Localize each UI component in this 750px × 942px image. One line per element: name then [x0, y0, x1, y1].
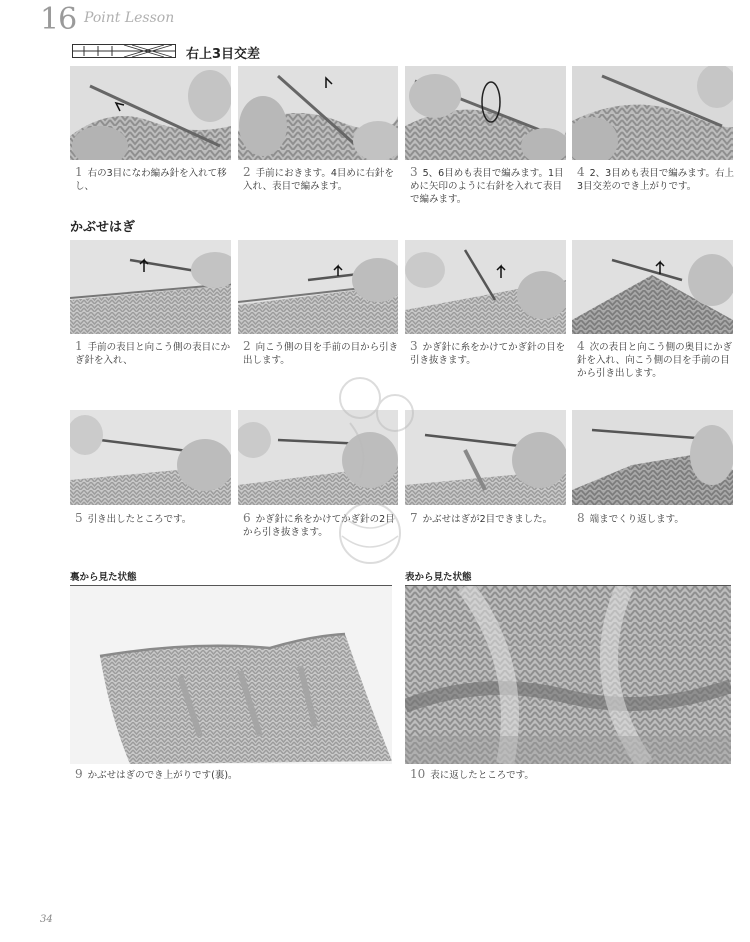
caption-text: 次の表目と向こう側の奥目にかぎ針を入れ、向こう側の目を手前の目から引き出します。: [577, 342, 733, 379]
cable-chart-symbol: [72, 44, 176, 58]
caption-number: 4: [577, 165, 585, 179]
photo-cable-step-1: [70, 66, 231, 160]
caption-text: かぎ針に糸をかけてかぎ針の2目から引き抜きます。: [243, 514, 395, 538]
photo-bindoff-step-5: [70, 410, 231, 505]
caption-front-view: [410, 768, 720, 782]
caption-number: 3: [410, 339, 418, 353]
caption-text: かぶせはぎが2目できました。: [422, 514, 553, 525]
caption-number: 4: [577, 339, 585, 353]
caption-bindoff-step-3: [410, 340, 568, 367]
caption-text: かぎ針に糸をかけてかぎ針の目を引き抜きます。: [410, 342, 566, 366]
caption-bindoff-step-2: [243, 340, 401, 367]
caption-cable-step-3: [410, 166, 568, 206]
footer-page-number: 34: [40, 914, 53, 925]
caption-bindoff-step-1: [75, 340, 233, 367]
caption-bindoff-step-8: [577, 512, 735, 526]
caption-text: 向こう側の目を手前の目から引き出します。: [243, 342, 399, 366]
photo-front-view: [405, 586, 731, 764]
caption-text: 引き出したところです。: [87, 514, 192, 525]
section1-title: 右上3目交差: [186, 47, 261, 62]
photo-bindoff-step-4: [572, 240, 733, 334]
section2-title: かぶせはぎ: [70, 220, 136, 235]
back-view-label: 裏から見た状態: [70, 569, 392, 586]
caption-text: 手前におきます。4目めに右針を入れ、表目で編みます。: [243, 168, 394, 192]
caption-number: 7: [410, 511, 418, 525]
caption-number: 3: [410, 165, 418, 179]
caption-cable-step-1: [75, 166, 233, 193]
caption-number: 8: [577, 511, 585, 525]
caption-text: 2、3目めも表目で編みます。右上3目交差のでき上がりです。: [577, 168, 734, 192]
caption-number: 5: [75, 511, 83, 525]
photo-cable-step-2: [238, 66, 398, 160]
photo-bindoff-step-8: [572, 410, 733, 505]
caption-bindoff-step-4: [577, 340, 737, 380]
caption-text: 手前の表目と向こう側の表目にかぎ針を入れ、: [75, 342, 231, 366]
caption-back-view: [75, 768, 385, 782]
caption-text: 5、6目めも表目で編みます。1目めに矢印のように右針を入れて表目で編みます。: [410, 168, 564, 205]
caption-cable-step-4: [577, 166, 735, 193]
caption-number: 1: [75, 339, 83, 353]
caption-text: かぶせはぎのでき上がりです(裏)。: [87, 770, 238, 781]
caption-cable-step-2: [243, 166, 401, 193]
caption-number: 9: [75, 767, 83, 781]
caption-bindoff-step-5: [75, 512, 233, 526]
header-title: Point Lesson: [84, 10, 175, 26]
caption-number: 2: [243, 339, 251, 353]
caption-number: 1: [75, 165, 83, 179]
photo-cable-step-4: [572, 66, 733, 160]
photo-cable-step-3: [405, 66, 566, 160]
caption-text: 右の3目になわ編み針を入れて移し、: [75, 168, 227, 192]
page-number: 16: [40, 2, 77, 37]
caption-text: 表に返したところです。: [430, 770, 534, 781]
caption-number: 2: [243, 165, 251, 179]
photo-bindoff-step-2: [238, 240, 398, 334]
caption-number: 6: [243, 511, 251, 525]
front-view-label: 表から見た状態: [405, 569, 731, 586]
photo-back-view: [70, 586, 392, 764]
caption-text: 端までくり返します。: [589, 514, 684, 525]
photo-bindoff-step-3: [405, 240, 566, 334]
yarn-ball-watermark-icon: [330, 368, 420, 568]
caption-bindoff-step-7: [410, 512, 568, 526]
photo-bindoff-step-7: [405, 410, 566, 505]
photo-bindoff-step-1: [70, 240, 231, 334]
caption-number: 10: [410, 767, 426, 781]
